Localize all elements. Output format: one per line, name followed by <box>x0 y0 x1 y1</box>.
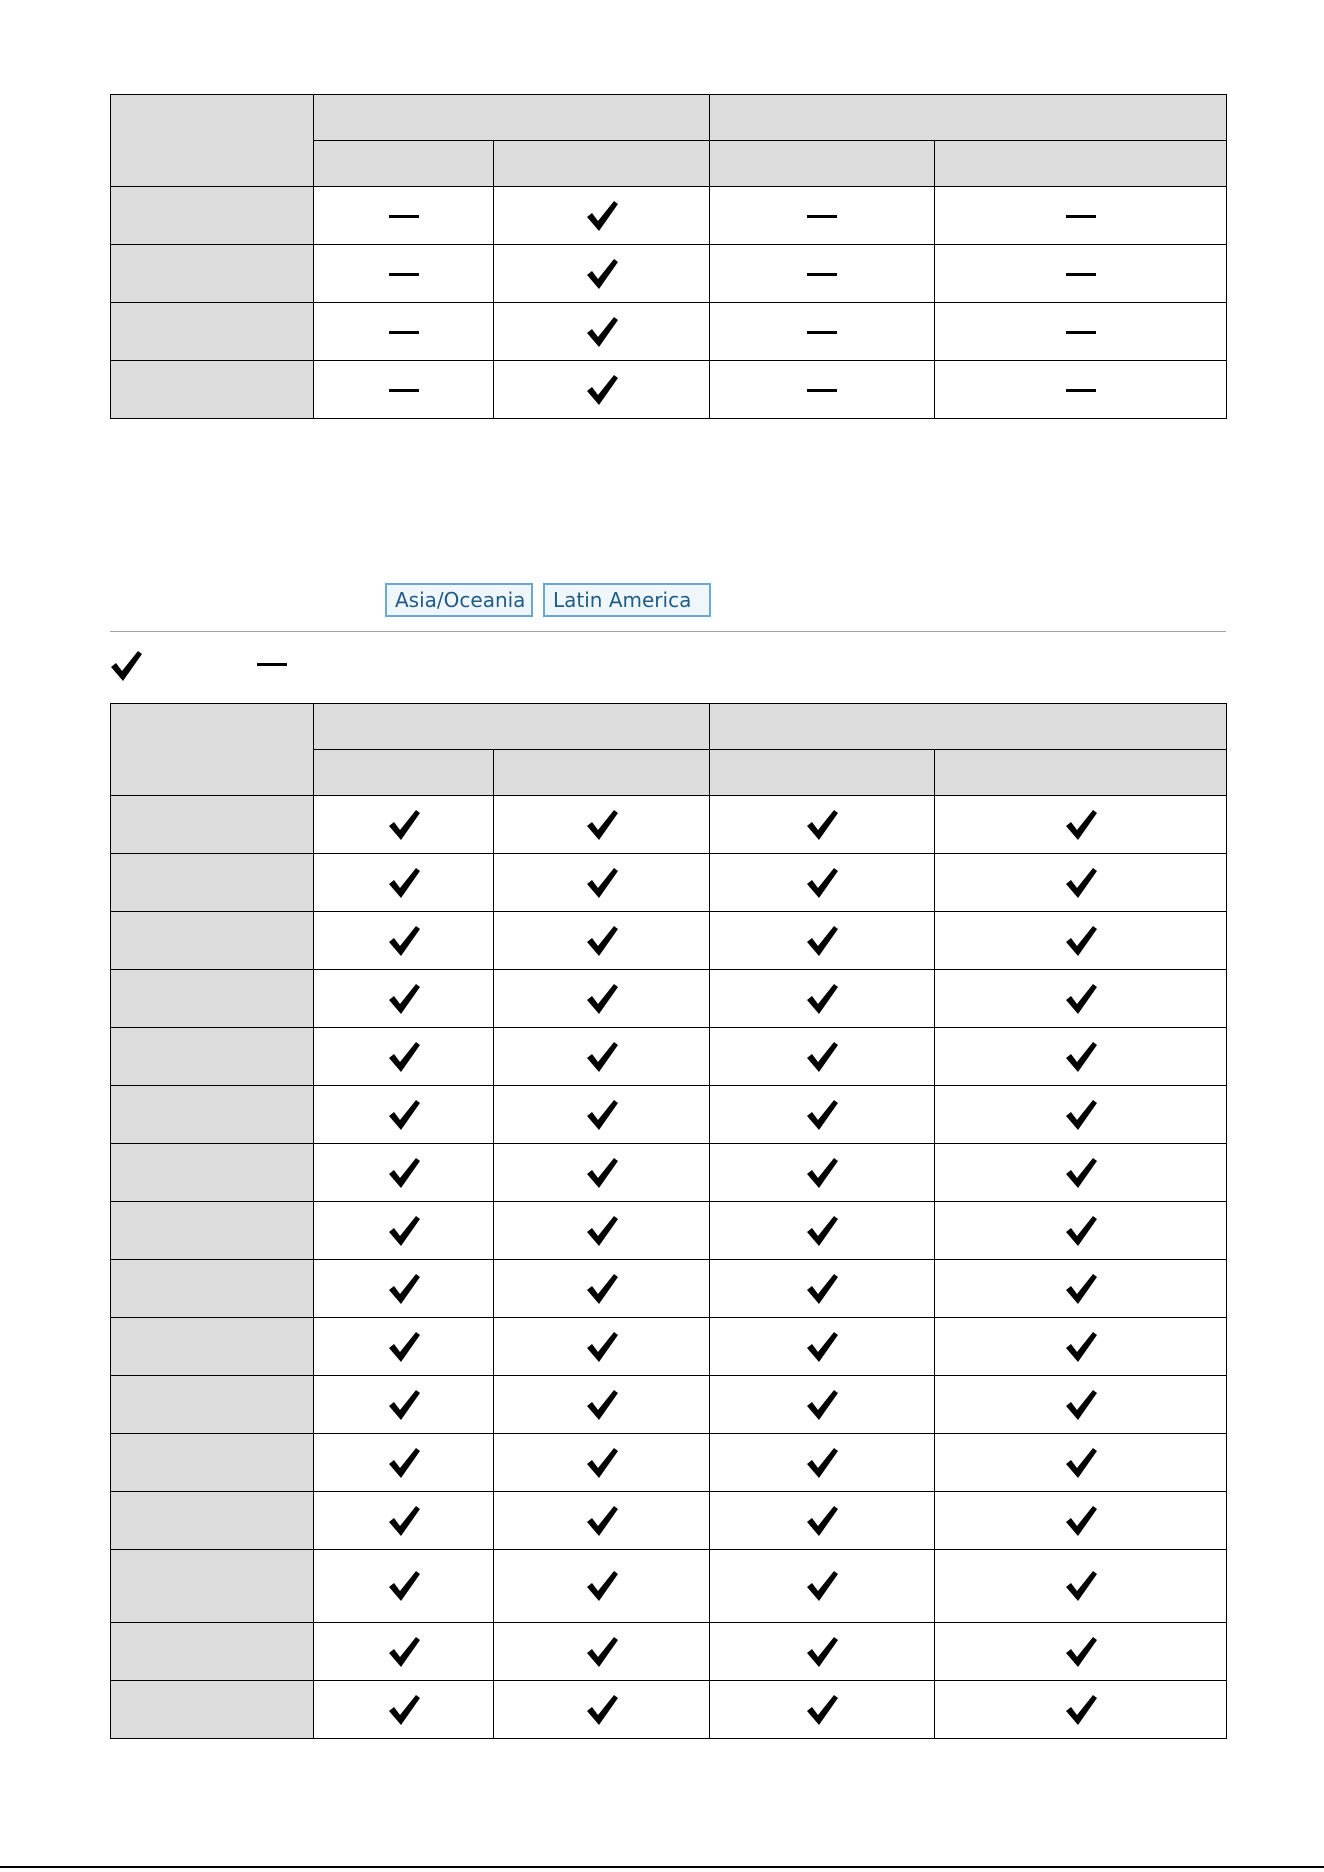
check-icon <box>386 807 422 843</box>
row-header-cell <box>111 796 314 854</box>
supported-cell <box>935 1492 1227 1550</box>
compatibility-table-1 <box>110 94 1227 419</box>
table-row <box>111 854 1227 912</box>
section-divider <box>110 631 1226 632</box>
supported-cell <box>494 912 710 970</box>
supported-cell <box>710 1492 935 1550</box>
table-2-sub-header <box>314 750 494 796</box>
check-icon <box>584 256 620 292</box>
supported-cell <box>494 1028 710 1086</box>
not-supported-cell <box>710 361 935 419</box>
supported-cell <box>494 303 710 361</box>
row-header-cell <box>111 303 314 361</box>
check-icon <box>584 1445 620 1481</box>
dash-icon <box>389 273 419 276</box>
supported-cell <box>935 1144 1227 1202</box>
table-row <box>111 1681 1227 1739</box>
check-icon <box>584 1329 620 1365</box>
supported-cell <box>314 1492 494 1550</box>
row-header-cell <box>111 1260 314 1318</box>
table-row <box>111 245 1227 303</box>
table-2-corner-header <box>111 704 314 796</box>
check-icon <box>584 1568 620 1604</box>
check-icon <box>584 198 620 234</box>
check-icon <box>584 1634 620 1670</box>
check-icon <box>1063 1155 1099 1191</box>
check-icon <box>804 1503 840 1539</box>
not-supported-cell <box>935 245 1227 303</box>
supported-cell <box>935 796 1227 854</box>
supported-cell <box>494 1318 710 1376</box>
check-icon <box>1063 1692 1099 1728</box>
row-header-cell <box>111 970 314 1028</box>
supported-cell <box>710 1144 935 1202</box>
supported-cell <box>314 1144 494 1202</box>
dash-icon <box>389 331 419 334</box>
check-icon <box>584 1503 620 1539</box>
supported-cell <box>494 1260 710 1318</box>
supported-cell <box>314 1260 494 1318</box>
supported-cell <box>935 1550 1227 1623</box>
not-supported-cell <box>314 187 494 245</box>
supported-cell <box>935 1028 1227 1086</box>
table-1-sub-header <box>314 141 494 187</box>
supported-cell <box>710 1681 935 1739</box>
supported-cell <box>494 245 710 303</box>
check-icon <box>804 807 840 843</box>
check-icon <box>584 314 620 350</box>
supported-cell <box>710 1318 935 1376</box>
supported-cell <box>314 970 494 1028</box>
supported-cell <box>935 1434 1227 1492</box>
check-icon <box>1063 865 1099 901</box>
check-icon <box>386 1155 422 1191</box>
table-row <box>111 1492 1227 1550</box>
check-icon <box>804 1039 840 1075</box>
check-icon <box>804 1213 840 1249</box>
supported-cell <box>494 1681 710 1739</box>
table-row <box>111 912 1227 970</box>
check-icon <box>804 1097 840 1133</box>
check-icon <box>1063 1445 1099 1481</box>
check-icon <box>1063 923 1099 959</box>
table-2-sub-header <box>494 750 710 796</box>
supported-cell <box>494 361 710 419</box>
table-2-sub-header <box>710 750 935 796</box>
table-row <box>111 361 1227 419</box>
supported-cell <box>710 1086 935 1144</box>
dash-icon <box>807 331 837 334</box>
table-row <box>111 1318 1227 1376</box>
check-icon <box>584 981 620 1017</box>
supported-cell <box>935 970 1227 1028</box>
supported-cell <box>935 1623 1227 1681</box>
check-icon <box>804 1568 840 1604</box>
not-supported-cell <box>314 303 494 361</box>
supported-cell <box>494 970 710 1028</box>
check-icon <box>386 923 422 959</box>
compatibility-table-2 <box>110 703 1227 1739</box>
check-icon <box>1063 1503 1099 1539</box>
check-icon <box>1063 1039 1099 1075</box>
supported-cell <box>935 1681 1227 1739</box>
check-icon <box>386 1692 422 1728</box>
row-header-cell <box>111 1623 314 1681</box>
table-1-sub-header <box>494 141 710 187</box>
page-footer-rule <box>0 1866 1324 1868</box>
table-1-body <box>111 95 1227 419</box>
supported-cell <box>314 854 494 912</box>
table-row <box>111 1144 1227 1202</box>
supported-cell <box>314 1550 494 1623</box>
check-icon <box>386 1634 422 1670</box>
supported-cell <box>935 1202 1227 1260</box>
check-icon <box>386 1387 422 1423</box>
table-row <box>111 1202 1227 1260</box>
check-icon <box>386 1568 422 1604</box>
check-icon <box>386 1271 422 1307</box>
not-supported-cell <box>710 245 935 303</box>
dash-icon <box>807 389 837 392</box>
supported-cell <box>314 1202 494 1260</box>
supported-cell <box>935 1376 1227 1434</box>
dash-icon <box>389 389 419 392</box>
not-supported-cell <box>710 187 935 245</box>
check-icon <box>386 1097 422 1133</box>
table-row <box>111 1434 1227 1492</box>
table-1-sub-header <box>710 141 935 187</box>
check-icon <box>804 981 840 1017</box>
not-supported-cell <box>710 303 935 361</box>
table-row <box>111 1550 1227 1623</box>
check-icon <box>584 1271 620 1307</box>
row-header-cell <box>111 1681 314 1739</box>
table-1-group-header-2 <box>710 95 1227 141</box>
check-icon <box>386 1503 422 1539</box>
supported-cell <box>494 1086 710 1144</box>
supported-cell <box>314 1086 494 1144</box>
row-header-cell <box>111 187 314 245</box>
check-icon <box>1063 1387 1099 1423</box>
dash-icon <box>807 215 837 218</box>
supported-cell <box>314 1376 494 1434</box>
row-header-cell <box>111 1028 314 1086</box>
table-1-corner-header <box>111 95 314 187</box>
supported-cell <box>314 912 494 970</box>
table-row <box>111 1376 1227 1434</box>
supported-cell <box>710 1434 935 1492</box>
supported-cell <box>935 1086 1227 1144</box>
table-2-group-header-2 <box>710 704 1227 750</box>
row-header-cell <box>111 245 314 303</box>
row-header-cell <box>111 854 314 912</box>
check-icon <box>804 1387 840 1423</box>
check-icon <box>804 1634 840 1670</box>
check-icon <box>386 1329 422 1365</box>
check-icon <box>1063 1568 1099 1604</box>
row-header-cell <box>111 1492 314 1550</box>
supported-cell <box>314 1681 494 1739</box>
supported-cell <box>494 1492 710 1550</box>
supported-cell <box>494 1434 710 1492</box>
check-icon <box>804 1329 840 1365</box>
check-icon <box>804 1445 840 1481</box>
check-icon <box>386 1213 422 1249</box>
supported-cell <box>935 912 1227 970</box>
table-row <box>111 1623 1227 1681</box>
row-header-cell <box>111 1086 314 1144</box>
supported-cell <box>710 1260 935 1318</box>
check-icon <box>804 1271 840 1307</box>
check-icon <box>1063 807 1099 843</box>
region-button-latin-america[interactable]: Latin America <box>543 583 711 617</box>
supported-cell <box>710 1623 935 1681</box>
row-header-cell <box>111 1376 314 1434</box>
supported-cell <box>494 187 710 245</box>
table-1-sub-header <box>935 141 1227 187</box>
region-button-asia-oceania[interactable]: Asia/Oceania <box>385 583 533 617</box>
check-icon <box>1063 1213 1099 1249</box>
supported-cell <box>710 1202 935 1260</box>
row-header-cell <box>111 1144 314 1202</box>
supported-cell <box>314 1028 494 1086</box>
table-1-group-header-1 <box>314 95 710 141</box>
table-row <box>111 1028 1227 1086</box>
supported-cell <box>710 970 935 1028</box>
supported-cell <box>494 854 710 912</box>
check-icon <box>804 1692 840 1728</box>
not-supported-cell <box>935 361 1227 419</box>
supported-cell <box>710 1376 935 1434</box>
row-header-cell <box>111 1434 314 1492</box>
row-header-cell <box>111 361 314 419</box>
check-icon <box>386 1445 422 1481</box>
table-row <box>111 1086 1227 1144</box>
table-2-body <box>111 704 1227 1739</box>
check-icon <box>584 865 620 901</box>
supported-cell <box>935 1260 1227 1318</box>
check-icon <box>386 1039 422 1075</box>
check-icon <box>1063 1329 1099 1365</box>
table-row <box>111 303 1227 361</box>
table-row <box>111 1260 1227 1318</box>
table-2-sub-header <box>935 750 1227 796</box>
check-icon <box>804 865 840 901</box>
supported-cell <box>494 1144 710 1202</box>
supported-cell <box>710 854 935 912</box>
table-row <box>111 796 1227 854</box>
check-icon <box>108 648 144 684</box>
check-icon <box>804 923 840 959</box>
not-supported-cell <box>314 245 494 303</box>
dash-icon <box>1066 273 1096 276</box>
supported-cell <box>494 1550 710 1623</box>
not-supported-cell <box>314 361 494 419</box>
dash-icon <box>1066 331 1096 334</box>
supported-cell <box>494 1623 710 1681</box>
check-icon <box>1063 1634 1099 1670</box>
check-icon <box>584 1097 620 1133</box>
supported-cell <box>314 1434 494 1492</box>
supported-cell <box>710 796 935 854</box>
dash-icon <box>1066 215 1096 218</box>
supported-cell <box>710 912 935 970</box>
supported-cell <box>935 854 1227 912</box>
row-header-cell <box>111 1550 314 1623</box>
supported-cell <box>935 1318 1227 1376</box>
supported-cell <box>314 1318 494 1376</box>
check-icon <box>584 1155 620 1191</box>
check-icon <box>386 981 422 1017</box>
check-icon <box>1063 1271 1099 1307</box>
check-icon <box>584 1039 620 1075</box>
check-icon <box>584 807 620 843</box>
table-row <box>111 187 1227 245</box>
supported-cell <box>494 1376 710 1434</box>
supported-cell <box>710 1028 935 1086</box>
row-header-cell <box>111 912 314 970</box>
table-row <box>111 970 1227 1028</box>
supported-cell <box>314 796 494 854</box>
dash-icon <box>1066 389 1096 392</box>
check-icon <box>584 1213 620 1249</box>
check-icon <box>1063 981 1099 1017</box>
check-icon <box>584 372 620 408</box>
dash-icon <box>807 273 837 276</box>
check-icon <box>584 1387 620 1423</box>
supported-cell <box>710 1550 935 1623</box>
check-icon <box>804 1155 840 1191</box>
dash-icon <box>257 663 287 666</box>
not-supported-cell <box>935 303 1227 361</box>
check-icon <box>584 1692 620 1728</box>
supported-cell <box>494 796 710 854</box>
check-icon <box>584 923 620 959</box>
table-2-group-header-1 <box>314 704 710 750</box>
row-header-cell <box>111 1202 314 1260</box>
check-icon <box>1063 1097 1099 1133</box>
supported-cell <box>494 1202 710 1260</box>
dash-icon <box>389 215 419 218</box>
not-supported-cell <box>935 187 1227 245</box>
check-icon <box>386 865 422 901</box>
row-header-cell <box>111 1318 314 1376</box>
supported-cell <box>314 1623 494 1681</box>
